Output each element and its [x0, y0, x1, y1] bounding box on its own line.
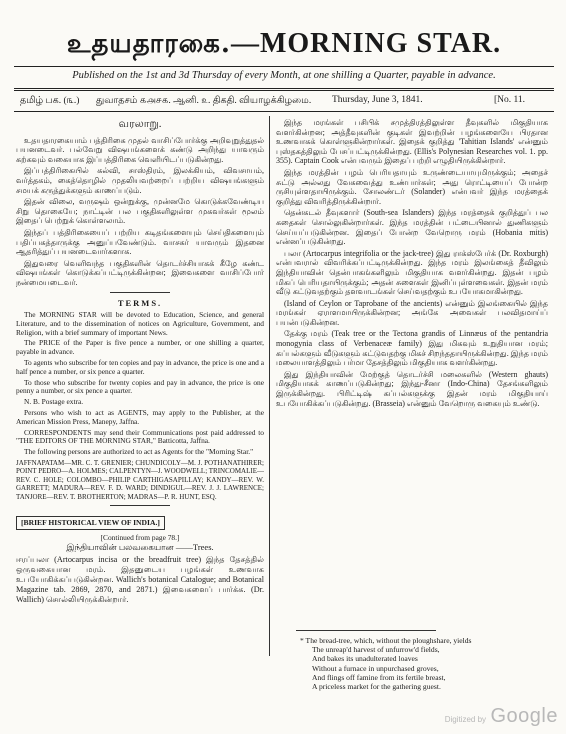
right-paragraph: (Island of Ceylon or Taprobane of the ancients) என்னும் இலங்கையில் இந்த மரங்கள் ஏராளமாயிருக்கின்றன; அங்கே அவைகள் பலவிதமாய்ப் பயன்படுகின்றன.: [276, 298, 548, 327]
left-paragraph: இந்தப் பத்திரிகையைப் பற்றிய கடிதங்களையும் செய்திகளையும் பதிப்பகத்தாருக்கு அனுப்பவேண்டும். வாசகர் யாவரும் இதனை ஆதரித்துப் பயனடைவார்களாக.: [16, 227, 264, 257]
terms-paragraph: CORRESPONDENTS may send their Communications post paid addressed to "THE EDITORS OF THE MORNING STAR," Batticotta, Jaffna.: [16, 427, 264, 446]
masthead-tamil-title: உதயதாரகை.: [66, 29, 231, 59]
footnote-line: And flings off famine from its fertile breast,: [312, 672, 446, 682]
left-paragraph: இதன் விலை, வருஷம் ஒன்றுக்கு, முன்னமே கொடுக்கவேண்டிய சிறு தொகையே; நாட்டின் பல பகுதிகளிலுள்ள முகவர்கள் மூலம் இதைப் பெற்றுக் கொள்ளலாம்.: [16, 197, 264, 226]
right-paragraph: இந்த மரத்தின் பழம் பெரியதாயும் உருண்டையாயுமிருக்கும்; அதைச் சுட்டு அல்லது வேகவைத்து உண்பார்கள்; அது ரொட்டியைப் போன்ற ருசியுள்ளதாயிருக்கும். சோலண்டர் (Solander) என்பவர் இந்த மரத்தைக் குறித்து விவரித்திருக்கின்றார்.: [276, 167, 548, 206]
footnote-line: And bakes its unadulterated loaves: [312, 654, 418, 664]
issue-line: [14, 95, 554, 109]
watermark-prefix: Digitized by: [444, 715, 487, 724]
footnote-rule: [296, 630, 436, 631]
left-paragraph: இப்பத்திரிகையில் கல்வி, சாஸ்திரம், இலக்கியம், விவசாயம், வர்த்தகம், கைத்தொழில் முதலியவற்றைப் பற்றிய விஷயங்களும் சமயக் கருத்துக்களும் காணப்படும்.: [16, 166, 264, 195]
left-column-heading: வரலாறு.: [118, 118, 162, 130]
terms-paragraph: To agents who subscribe for ten copies and pay in advance, the price is one and a half pence a number, or six pence a quarter.: [16, 358, 264, 376]
tamil-date: துவாதசம் ௧௮௪௧. ஆனி. ௨. திகதி. வியாழக்கிழமை.: [96, 96, 312, 106]
terms-paragraph: N. B. Postage extra.: [24, 397, 84, 407]
left-paragraph: உதயதாரகையாம் பத்திரிகை முதல் வாசிப்போர்க்கு அறிவுறுத்துதல் பயனடைவர். பல்வேறு விஷயங்களைக் கண்டு அறிந்து யாவரும் கற்கவும் வகையாக இப்பத்திரிகை வெளியிடப்படுகின்றது.: [16, 135, 264, 164]
divider: [110, 505, 170, 506]
footnote-line: Without a furnace in unpurchased groves,: [312, 663, 439, 673]
footnote-line: * The bread-tree, which, without the ploughshare, yields: [300, 636, 472, 645]
section-sub-heading: இந்தியாவின் பலவகையான ——Trees.: [66, 542, 214, 553]
left-paragraph: இதுவரை வெளிவந்த பகுதிகளின் தொடர்ச்சியாகக் கீழே கண்ட விஷயங்கள் கொடுக்கப்பட்டிருக்கின்றன; இவைகளை வாசிப்போர் நன்மையடைவர்.: [16, 258, 264, 287]
right-paragraph: தேக்கு மரம் (Teak tree or the Tectona grandis of Linnæus of the pentandria monogynia class of Verbenaceæ family) இது மிகவும் உறுதியான மரம்; கப்பல்களும் வீடுகளும் கட்டுவதற்கு மிகச் சிறந்ததாயிருக்கின்றது. இந்த மரம் மலையாளத்திலும் பர்மா தேசத்திலும் மிகுதியாக வளர்கின்றது.: [276, 329, 548, 368]
divider: [110, 292, 170, 293]
footnote-line: A priceless market for the gathering guest.: [312, 682, 441, 692]
breadfruit-paragraph: ஈரப்பலா (Artocarpus incisa or the breadfruit tree) இந்த தேசத்தில் ஒருவகையான மரம். இதனுடைய பழங்கள் உணவாக உபயோகிக்கப்படுகின்றன. Wallich's botanical Catalogue; and Botanical Magazine tab. 2869, 2870, and 2871.) இவைகளைப் பார்க்க. (Dr. Wallich) சொல்லியிருக்கின்றார்.: [16, 554, 264, 604]
terms-paragraph: The MORNING STAR will be devoted to Education, Science, and general Literature, and to the dissemination of notices on Agriculture, Government, and Religion, with a brief summary of important News.: [16, 310, 264, 337]
right-paragraph: இது இந்தியாவின் மேற்குத் தொடர்ச்சி மலைகளில் (Western ghauts) மிகுதியாகக் காணப்படுகின்றது; இந்து-சீனா (Indo-China) தேசங்களிலும் இருக்கின்றது. பிரிட்டிஷ் கப்பல்களுக்கு இதன் மரம் மிகுதியாய் உபயோகிக்கப்படுகின்றது. (Brasseia) என்னும் வேறொரு வகையும் உண்டு.: [276, 369, 548, 408]
section-title-box: [BRIEF HISTORICAL VIEW OF INDIA.]: [16, 516, 165, 530]
issue-rule: [14, 111, 554, 112]
right-paragraph: பலா (Artocarpus integrifolia or the jack-tree) இது ராக்ஸ்பேர்க் (Dr. Roxburgh) என்பவரால் விவரிக்கப்பட்டிருக்கின்றது. இந்த மரம் இலங்கைத் தீவிலும் இந்தியாவின் தென்பாகங்களிலும் மிகுதியாக வளர்கின்றது. இதன் பழம் மிகப் பெரியதாயிருக்கும்; அதன் சுளைகள் இனிப்புள்ளவைகள். இதன் மரம் வீடு கட்டுவதற்கும் தளவாடங்கள் செய்வதற்கும் உபயோகமாகின்றது.: [276, 248, 548, 297]
left-column: [16, 118, 264, 704]
footnote-line: The unreap'd harvest of unfurrow'd fields,: [312, 645, 440, 655]
terms-paragraph: To those who subscribe for twenty copies and pay in advance, the price is one penny a number, or six pence a quarter.: [16, 377, 264, 396]
masthead-rule: [14, 66, 554, 67]
terms-paragraph: Persons who wish to act as AGENTS, may apply to the Publisher, at the American Mission Press, Manepy, Jaffna.: [16, 408, 264, 426]
terms-section: [16, 311, 264, 457]
right-paragraph: இந்த மரங்கள் பசிபிக் சமுத்திரத்திலுள்ள தீவுகளில் மிகுதியாக வளர்கின்றன; அத்தீவுகளின் குடிகள் இவற்றின் பழங்களையே பிரதான உணவாகக் கொள்ளுகின்றார்கள். இதைக் குறித்து 'Tahitian Islands' என்னும் புஸ்தகத்திலும் பேசப்பட்டிருக்கின்றது. (Ellis's Polynesian Researches vol. 1. pp. 355). Captain Cook என்பவரும் இதைப் பற்றி எழுதியிருக்கின்றார்.: [276, 118, 548, 166]
agents-list: JAFFNAPATAM—MR. C. T. GRENIER; CHUNDICOLY—M. J. POTHANATHIRER; POINT PEDRO—A. HOLMES; CALPENTYN—J. WOODWELL; TRINCOMALIE—REV. C. HOLE; COLOMBO—PHILIP CARTHIGASAPILLAY; KANDY—REV. W. GARRETT; MADURA—REV. F. D. WARD; DINDIGUL—REV. J. J. LAWRENCE; TANJORE—REV. T. BROTHERTON; MADRAS—P. R. HUNT, ESQ.: [16, 459, 264, 501]
footnote-poem: [300, 636, 544, 691]
column-divider: [269, 116, 270, 656]
right-paragraph: தென்கடல் தீவுகளார் (South-sea Islanders) இந்த மரத்தைக் குறித்துப் பல கதைகள் சொல்லுகின்றார்கள். இந்த மரத்தின் பட்டையினால் துணிகளும் செய்யப்படுகின்றன. இதைப் போன்ற வேறொரு மரம் (Hobania mitis) என்னப்படுகின்றது.: [276, 208, 548, 247]
digitized-watermark: [445, 705, 558, 728]
terms-paragraph: The following persons are authorized to act as Agents for the "Morning Star.": [24, 447, 254, 457]
issue-number: [No. 11.: [494, 95, 526, 105]
masthead-english-title: —MORNING STAR.: [230, 28, 502, 59]
volume-label: தமிழ் பக. (௩.): [20, 96, 80, 106]
terms-title: TERMS.: [117, 297, 163, 308]
publication-subtitle: Published on the 1st and 3d Thursday of every Month, at one shilling a Quarter, payable in advance.: [72, 70, 496, 81]
terms-paragraph: The PRICE of the Paper is five pence a number, or one shilling a quarter, payable in advance.: [16, 338, 264, 357]
subtitle-rule: [14, 88, 554, 91]
continued-note: [Continued from page 78.]: [100, 532, 180, 542]
right-column: [276, 118, 548, 704]
english-date: Thursday, June 3, 1841.: [332, 95, 423, 105]
google-logo: Google: [490, 705, 558, 727]
masthead: [14, 28, 554, 62]
